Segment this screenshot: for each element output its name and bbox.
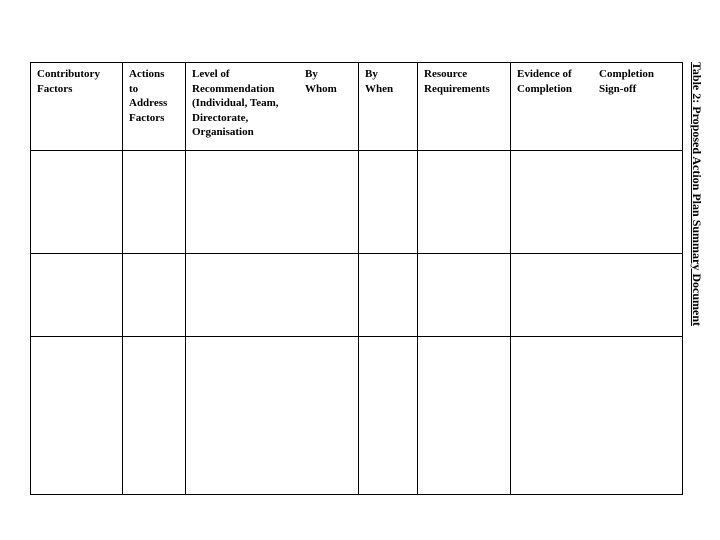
- header-cell-evidence-signoff: [511, 63, 683, 151]
- table-cell[interactable]: [186, 151, 359, 254]
- table-cell[interactable]: [31, 337, 123, 495]
- header-completion-signoff: Completion Sign-off: [599, 68, 654, 95]
- table-cell[interactable]: [511, 337, 683, 495]
- table-cell[interactable]: [418, 337, 511, 495]
- header-cell-resource: [418, 63, 511, 151]
- header-cell-by-when: [359, 63, 418, 151]
- header-contributory-factors: Contributory Factors: [37, 68, 100, 95]
- action-plan-table: [30, 62, 683, 495]
- table-cell[interactable]: [186, 337, 359, 495]
- header-level-of-recommendation: Level of Recommendation (Individual, Team, Directorate, Organisation: [192, 68, 279, 138]
- header-cell-contributory-factors: [31, 63, 123, 151]
- table-cell[interactable]: [186, 254, 359, 337]
- table-cell[interactable]: [418, 151, 511, 254]
- table-cell[interactable]: [511, 151, 683, 254]
- table-cell[interactable]: [359, 337, 418, 495]
- header-cell-level-by-whom: [186, 63, 359, 151]
- header-actions: Actions to Address Factors: [129, 68, 168, 124]
- header-by-when: By When: [365, 68, 394, 95]
- table-cell[interactable]: [511, 254, 683, 337]
- table-caption-container: [686, 62, 708, 344]
- header-cell-actions: [123, 63, 186, 151]
- table-cell[interactable]: [359, 254, 418, 337]
- table-cell[interactable]: [123, 254, 186, 337]
- table-cell[interactable]: [31, 151, 123, 254]
- table-cell[interactable]: [123, 337, 186, 495]
- table-cell[interactable]: [359, 151, 418, 254]
- table-cell[interactable]: [418, 254, 511, 337]
- table-header-row: [31, 63, 683, 151]
- table-caption: Table 2: Proposed Action Plan Summary Document: [690, 62, 704, 327]
- table-row: [31, 151, 683, 254]
- header-by-whom: By Whom: [305, 68, 337, 95]
- table-cell[interactable]: [31, 254, 123, 337]
- table-row: [31, 337, 683, 495]
- table-cell[interactable]: [123, 151, 186, 254]
- table-row: [31, 254, 683, 337]
- header-resource-requirements: Resource Requirements: [424, 68, 490, 95]
- header-evidence-of-completion: Evidence of Completion: [517, 68, 572, 95]
